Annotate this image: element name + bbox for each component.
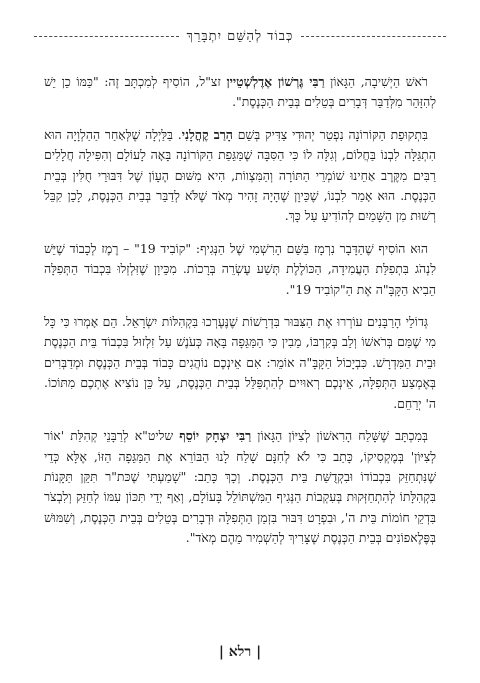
paragraph-5-name: רַבִּי יִצְחָק יוֹסֵף xyxy=(179,428,252,444)
paragraph-3 xyxy=(44,239,436,300)
paragraph-4-text: גְּדוֹלֵי הָרַבָּנִים עוֹרְרוּ אֶת הַצִּבּוּר בִּדְרָשׁוֹת שֶׁנֶּעֶרְכוּ בִּקְהִלּוֹת יִשְׂרָאֵל. הֵם אָמְרוּ כִּי כָּל מִי שֶׁמַּם בְּרֹאשׁוֹ וְלֵב בְּקִרְבּוֹ, מֵבִין כִּי הַמַּגֵּפָה בָּאָה כְּעֹנֶשׁ עַל זִלְזוּל בִּכְבוֹד בֵּית הַכְּנֶסֶת וּבֵית הַמִּדְרָשׁ. כִּבְיָכוֹל הַקָּבָּ"ה אוֹמֵר: אִם אֵינְכֶם נוֹהֲגִים כָּבוֹד בְּבֵית הַכְּנֶסֶת וּמְדַבְּרִים בְּאֶמְצַע הַתְּפִלָּה, אֵינְכֶם רְאוּיִים לְהִתְפַּלֵּל בְּבֵית הַכְּנֶסֶת, עַל כֵּן נוֹצִיא אֶתְכֶם מִתּוֹכוֹ. ה' יְרַחֵם. xyxy=(44,314,436,411)
paragraph-5 xyxy=(44,426,436,548)
paragraph-2-text-end: . בַּלַּיְלָה שֶׁלְּאַחַר הַהַלְוָיָה הוּא הִתְגַּלָּה לִבְנוֹ בַּחֲלוֹם, וְגִלָּה לוֹ כִּי הַסִּבָּה שֶׁמַּגֵּפַת הַקּוֹרוֹנָה בָּאָה לָעוֹלָם וְהִפִּילָה חֲלָלִים רַבִּים מִקֶּרֶב אַחֵינוּ שׁוֹמְרֵי הַתּוֹרָה וְהַמִּצְווֹת, הִיא מִשּׁוּם הֶעָוֹן שֶׁל דִּבּוּרֵי חֻלִּין בְּבֵית הַכְּנֶסֶת. הוּא אָמַר לִבְנוֹ, שֶׁכֵּיוָן שֶׁהָיָה זָהִיר מְאֹד שֶׁלֹּא לְדַבֵּר בְּבֵית הַכְּנֶסֶת, לָכֵן קִבֵּל רְשׁוּת מִן הַשָּׁמַיִם לְהוֹדִיעַ עַל כָּךְ. xyxy=(44,126,436,224)
paragraph-2 xyxy=(44,125,436,227)
paragraph-4 xyxy=(44,312,436,414)
paragraph-1-text-end: זצ"ל, הוֹסִיף לְמִכְתָּב זֶה: "כַּמּוֹ כֵן יֵשׁ לְהִזָּהֵר מִלְּדַבֵּר דְּבָרִים בְּטֵלִים בְּבֵית הַכְּנֶסֶת". xyxy=(44,74,436,110)
header-rule-left xyxy=(34,36,179,37)
paragraph-1-text: רֹאשׁ הַיְשִׁיבָה, הַגָּאוֹן xyxy=(324,74,429,89)
header-rule-right xyxy=(301,36,446,37)
body-text xyxy=(44,72,436,561)
running-header xyxy=(34,26,446,46)
paragraph-5-text: בְּמִכְתָּב שֶׁשָּׁלַח הָרִאשׁוֹן לְצִיּוֹן הַגָּאוֹן xyxy=(251,428,428,444)
paragraph-2-text: בִּתְקוּפַת הַקּוֹרוֹנָה נִפְטַר יְהוּדִי צַדִּיק בְּשֵׁם xyxy=(232,126,428,142)
paragraph-3-text: הוּא הוֹסִיף שֶׁהַדָּבָר נִרְמָז בַּשֵּׁם הָרִשְׁמִי שֶׁל הַנְּגִיף: "קוֹבִיד 19" – רֶמֶז לְכָבוֹד שֶׁיֵּשׁ לִנְהֹג בִּתְפִלַּת הָעֲמִידָה, הַכּוֹלֶלֶת תְּשַׁע עֶשְׂרֵה בְּרָכוֹת. מִכֵּיוָן שֶׁזִּלְזְלוּ בִּכְבוֹד הַתְּפִלָּה הֵבִיא הַקָּבָּ"ה אֶת הַ"קוֹבִיד 19". xyxy=(44,240,436,297)
header-title: כְּבוֹד לְהַשֵּׁם יִתְבָּרֵךְ xyxy=(186,29,294,44)
paragraph-5-text-end: שליט"א לְרַבָּנֵי קְהִלַּת 'אוֹר לְצִיּוֹן' בְּמֶקְסִיקוֹ, כָּתַב כִּי לֹא לְחִנָּם שָׁלַח לָנוּ הַבּוֹרֵא אֶת הַמַּגֵּפָה הַזּוֹ, אֶלָּא כְּדֵי שֶׁנִּתְחַזֵּק בִּכְבוֹדוֹ וּבִקְדֻשַּׁת בֵּית הַכְּנֶסֶת. וְכָךְ כָּתַב: "שָׁמַעְתִּי שֶׁכּת"ר תִּקֵּן תַּקָּנוֹת בִּקְהִלָּתוֹ לְהִתְחַזְּקוּת בְּעִקְבוֹת הַנְּגִיף הַמִּשְׁתּוֹלֵל בָּעוֹלָם, וְאַף יְדֵי תִּכּוֹן עִמּוֹ לְחַזֵּק וְלִבְצֹר בִּדְקֵי חוֹמוֹת בֵּית ה', וּבִפְרָט דִּבּוּר בִּזְמַן הַתְּפִלָּה וּדְבָרִים בְּטֵלִים בְּבֵית הַכְּנֶסֶת, וְשִׁמּוּשׁ בְּפֶּלֶאפוֹנִים בְּבֵית הַכְּנֶסֶת שֶׁצָּרִיךְ לְהַשְׁמִיר מֵהֶם מְאֹד". xyxy=(44,428,436,546)
paragraph-1-name: רַבִּי גֶּרְשׁוֹן אֶדֶלְשְׁטֵיין xyxy=(226,74,325,89)
page-number: | רלא | xyxy=(218,644,262,660)
paragraph-1 xyxy=(44,72,436,113)
paragraph-2-name: הָרַב קֶהֳלָנִי xyxy=(181,126,233,142)
